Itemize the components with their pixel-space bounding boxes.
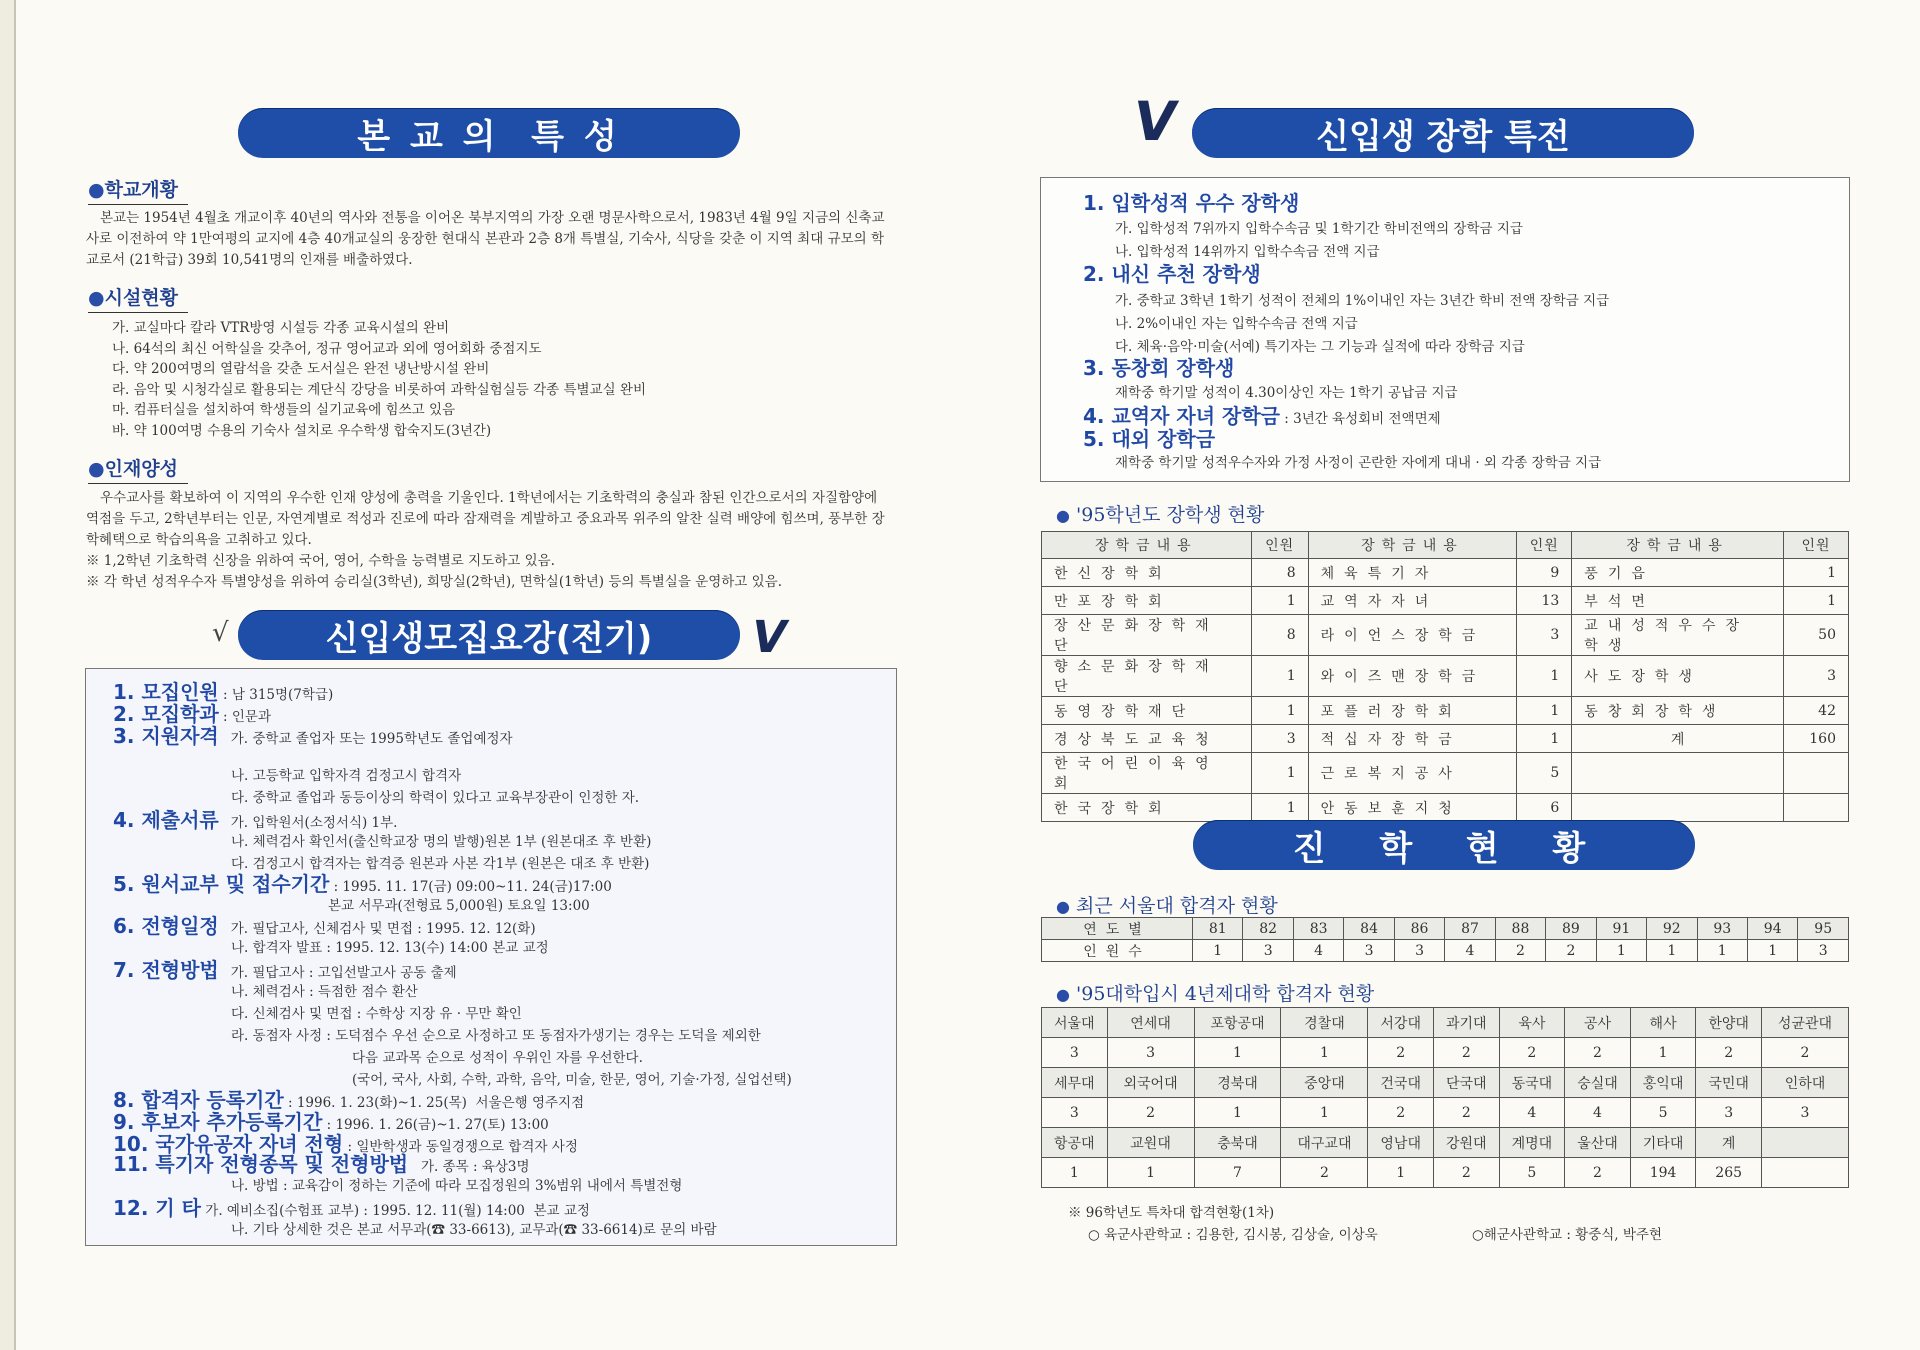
count-cell: 3 xyxy=(1798,940,1849,962)
scholarship-name-cell: 한국장학회 xyxy=(1042,794,1252,822)
count-cell: 1 xyxy=(1251,656,1308,697)
university-name-cell: 한양대 xyxy=(1696,1008,1762,1038)
table-row xyxy=(1042,559,1849,587)
count-cell: 7 xyxy=(1194,1158,1281,1188)
count-cell: 2 xyxy=(1107,1098,1194,1128)
year-cell: 81 xyxy=(1193,918,1243,940)
count-cell: 2 xyxy=(1761,1038,1848,1068)
count-cell: 1 xyxy=(1647,940,1697,962)
admission-item-detail: 가. 예비소집(수험표 교부) : 1995. 12. 11(월) 14:00 본교 교정 xyxy=(201,1203,590,1219)
bullet-icon: ● xyxy=(88,287,105,309)
university-name-row xyxy=(1042,1128,1849,1158)
uni-table-title xyxy=(1056,979,1374,1006)
count-cell: 1 xyxy=(1517,656,1572,697)
admission-item xyxy=(113,868,612,897)
scholarship-name-cell: 교역자자녀 xyxy=(1308,587,1517,615)
university-name-cell: 기타대 xyxy=(1630,1128,1696,1158)
admission-item-title: 5. 원서교부 및 접수기간 xyxy=(113,872,330,896)
count-cell: 3 xyxy=(1243,940,1293,962)
admission-banner xyxy=(238,610,740,660)
scholar-table-header xyxy=(1042,532,1849,559)
university-name-cell: 과기대 xyxy=(1434,1008,1500,1038)
facility-item: 가. 교실마다 칼라 VTR방영 시설등 각종 교육시설의 완비 xyxy=(112,320,450,336)
scholarship-name-cell: 부석면 xyxy=(1572,587,1784,615)
snu-table-title xyxy=(1056,891,1278,918)
count-cell: 160 xyxy=(1784,725,1849,753)
scholarship-sub-item: 다. 체육·음악·미술(서예) 특기자는 그 기능과 실적에 따라 장학금 지급 xyxy=(1115,339,1525,355)
count-cell: 8 xyxy=(1251,615,1308,656)
count-cell: 2 xyxy=(1368,1038,1434,1068)
count-cell: 8 xyxy=(1251,559,1308,587)
admission-sub-item: 나. 체력검사 : 득점한 점수 환산 xyxy=(231,984,418,1000)
admission-item xyxy=(113,1148,530,1177)
admission-sub-item: 나. 체력검사 확인서(출신학교장 명의 발행)원본 1부 (원본대조 후 반환) xyxy=(231,834,652,850)
column-header: 장학금내용 xyxy=(1042,532,1252,559)
count-cell: 3 xyxy=(1761,1098,1848,1128)
column-header: 인원 xyxy=(1784,532,1849,559)
scholarship-sub-item: 재학중 학기말 성적이 4.30이상인 자는 1학기 공납금 지급 xyxy=(1115,385,1458,401)
scholarship-name-cell: 포플러장학회 xyxy=(1308,697,1517,725)
university-count-row xyxy=(1042,1158,1849,1188)
count-cell: 2 xyxy=(1434,1098,1500,1128)
count-cell: 3 xyxy=(1107,1038,1194,1068)
admission-item xyxy=(113,1192,590,1221)
admission-item-title: 6. 전형일정 xyxy=(113,914,219,938)
snu-count-row xyxy=(1042,940,1849,962)
count-cell: 265 xyxy=(1696,1158,1762,1188)
admission-sub-item: 나. 합격자 발표 : 1995. 12. 13(수) 14:00 본교 교정 xyxy=(231,940,549,956)
count-cell: 2 xyxy=(1565,1158,1631,1188)
scholarship-sub-item: 가. 입학성적 7위까지 입학수속금 및 1학기간 학비전액의 장학금 지급 xyxy=(1115,221,1523,237)
scholarship-name-cell: 안동보훈지청 xyxy=(1308,794,1517,822)
count-cell: 1 xyxy=(1193,940,1243,962)
admission-item-detail: : 인문과 xyxy=(218,709,272,725)
facility-item: 마. 컴퓨터실을 설치하여 학생들의 실기교육에 힘쓰고 있음 xyxy=(112,402,456,418)
bullet-icon: ● xyxy=(88,458,105,480)
count-cell: 4 xyxy=(1445,940,1495,962)
scholarship-item-title: 5. 대외 장학금 xyxy=(1083,427,1216,451)
talent-note: ※ 1,2학년 기초학력 신장을 위하여 국어, 영어, 수학을 능력별로 지도하고 있음. xyxy=(86,553,555,569)
count-cell: 3 xyxy=(1696,1098,1762,1128)
admission-item xyxy=(113,804,397,833)
university-admissions-table xyxy=(1041,1007,1849,1188)
count-cell: 6 xyxy=(1517,794,1572,822)
bullet-icon: ● xyxy=(88,179,105,201)
count-cell: 2 xyxy=(1565,1038,1631,1068)
university-name-cell: 성균관대 xyxy=(1761,1008,1848,1038)
scholarship-item-title: 2. 내신 추천 장학생 xyxy=(1083,262,1261,286)
count-cell: 1 xyxy=(1630,1038,1696,1068)
university-name-cell: 서울대 xyxy=(1042,1008,1108,1038)
scholarship-name-cell: 한신장학회 xyxy=(1042,559,1252,587)
university-name-cell: 홍익대 xyxy=(1630,1068,1696,1098)
scholarship-name-cell: 체육특기자 xyxy=(1308,559,1517,587)
column-header: 장학금내용 xyxy=(1308,532,1517,559)
scholarship-name-cell xyxy=(1572,794,1784,822)
count-cell: 4 xyxy=(1499,1098,1565,1128)
university-name-cell: 단국대 xyxy=(1434,1068,1500,1098)
scholar-table-title xyxy=(1056,500,1264,527)
year-cell: 88 xyxy=(1495,918,1545,940)
admission-sub-item: 라. 동점자 사정 : 도덕점수 우선 순으로 사정하고 또 동점자가생기는 경우는 도덕을 제외한 xyxy=(231,1028,761,1044)
facilities-heading-text: 시설현황 xyxy=(104,287,179,309)
admission-sub-item: 본교 서무과(전형료 5,000원) 토요일 13:00 xyxy=(328,898,590,914)
count-cell: 1 xyxy=(1784,587,1849,615)
admission-item-detail: 가. 필답고사, 신체검사 및 면접 : 1995. 12. 12(화) xyxy=(230,921,536,937)
count-cell: 3 xyxy=(1394,940,1444,962)
count-cell: 3 xyxy=(1344,940,1394,962)
scholarship-name-cell: 만포장학회 xyxy=(1042,587,1252,615)
count-cell: 1 xyxy=(1251,587,1308,615)
university-name-row xyxy=(1042,1068,1849,1098)
count-cell: 1 xyxy=(1747,940,1797,962)
handwritten-check-icon: V xyxy=(1128,90,1182,153)
university-name-cell: 해사 xyxy=(1630,1008,1696,1038)
university-name-cell: 세무대 xyxy=(1042,1068,1108,1098)
count-cell xyxy=(1761,1158,1848,1188)
admission-item-title: 2. 모집학과 xyxy=(113,702,219,726)
admission-item-detail: 가. 종목 : 육상3명 xyxy=(408,1159,530,1175)
count-cell: 2 xyxy=(1368,1098,1434,1128)
scholarship-name-cell xyxy=(1572,753,1784,794)
bullet-icon: ● xyxy=(1056,897,1070,916)
count-cell: 1 xyxy=(1596,940,1646,962)
count-cell xyxy=(1784,753,1849,794)
scholarship-item-title: 3. 동창회 장학생 xyxy=(1083,356,1235,380)
count-cell xyxy=(1784,794,1849,822)
count-cell: 1 xyxy=(1194,1098,1281,1128)
admission-item-detail: : 1996. 1. 26(금)~1. 27(토) 13:00 xyxy=(322,1117,549,1133)
university-name-cell: 경찰대 xyxy=(1281,1008,1368,1038)
column-header: 인원 xyxy=(1517,532,1572,559)
count-cell: 42 xyxy=(1784,697,1849,725)
university-name-cell: 경북대 xyxy=(1194,1068,1281,1098)
scholarship-name-cell: 와이즈맨장학금 xyxy=(1308,656,1517,697)
count-cell: 1 xyxy=(1784,559,1849,587)
year-cell: 89 xyxy=(1546,918,1596,940)
count-cell: 9 xyxy=(1517,559,1572,587)
count-cell: 1 xyxy=(1107,1158,1194,1188)
scholarship-name-cell: 근로복지공사 xyxy=(1308,753,1517,794)
snu-admissions-table xyxy=(1041,917,1849,962)
admission-item-detail: : 남 315명(7학급) xyxy=(218,687,334,703)
scholarship-item-detail: : 3년간 육성회비 전액면제 xyxy=(1279,411,1441,427)
admission-item-title: 8. 합격자 등록기간 xyxy=(113,1088,284,1112)
university-name-cell: 항공대 xyxy=(1042,1128,1108,1158)
table-row xyxy=(1042,587,1849,615)
school-overview-text xyxy=(86,208,894,271)
count-cell: 2 xyxy=(1499,1038,1565,1068)
progress-banner xyxy=(1193,820,1695,870)
university-name-cell: 교원대 xyxy=(1107,1128,1194,1158)
talent-heading-text: 인재양성 xyxy=(104,458,179,480)
count-cell: 1 xyxy=(1251,697,1308,725)
scholarship-name-cell: 장산문화장학재단 xyxy=(1042,615,1252,656)
admission-item-title: 7. 전형방법 xyxy=(113,958,219,982)
count-cell: 3 xyxy=(1251,725,1308,753)
facility-item: 바. 약 100여명 수용의 기숙사 설치로 우수학생 합숙지도(3년간) xyxy=(112,422,492,439)
university-name-cell: 울산대 xyxy=(1565,1128,1631,1158)
university-name-cell: 인하대 xyxy=(1761,1068,1848,1098)
talent-heading xyxy=(88,454,188,484)
column-header: 장학금내용 xyxy=(1572,532,1784,559)
university-name-cell: 공사 xyxy=(1565,1008,1631,1038)
year-cell: 82 xyxy=(1243,918,1293,940)
scholarship-item xyxy=(1083,423,1215,452)
facilities-list xyxy=(112,318,646,441)
university-name-cell: 외국어대 xyxy=(1107,1068,1194,1098)
university-name-cell: 계명대 xyxy=(1499,1128,1565,1158)
features-banner xyxy=(238,108,740,158)
count-cell: 1 xyxy=(1517,697,1572,725)
year-cell: 93 xyxy=(1697,918,1747,940)
scholar-table xyxy=(1041,531,1849,822)
special-note-title: ※ 96학년도 특차대 합격현황(1차) xyxy=(1068,1205,1275,1221)
facilities-heading xyxy=(88,283,188,313)
admission-sub-item: 다. 신체검사 및 면접 : 수학상 지장 유 · 무만 확인 xyxy=(231,1006,522,1022)
university-count-row xyxy=(1042,1038,1849,1068)
row-label: 인원수 xyxy=(1042,940,1193,962)
count-cell: 1 xyxy=(1368,1158,1434,1188)
count-cell: 3 xyxy=(1517,615,1572,656)
scholarship-item xyxy=(1083,258,1261,287)
count-cell: 50 xyxy=(1784,615,1849,656)
count-cell: 194 xyxy=(1630,1158,1696,1188)
admission-item xyxy=(113,720,513,749)
bullet-icon: ● xyxy=(1056,985,1070,1004)
admission-item xyxy=(113,910,536,939)
uni-table-title-text: '95대학입시 4년제대학 합격자 현황 xyxy=(1076,983,1375,1005)
university-name-cell: 동국대 xyxy=(1499,1068,1565,1098)
count-cell: 2 xyxy=(1281,1158,1368,1188)
year-cell: 87 xyxy=(1445,918,1495,940)
table-row xyxy=(1042,615,1849,656)
year-cell: 91 xyxy=(1596,918,1646,940)
university-name-cell: 숭실대 xyxy=(1565,1068,1631,1098)
talent-text xyxy=(86,488,894,593)
university-name-cell: 연세대 xyxy=(1107,1008,1194,1038)
count-cell: 1 xyxy=(1251,753,1308,794)
count-cell: 2 xyxy=(1434,1038,1500,1068)
count-cell: 1 xyxy=(1281,1098,1368,1128)
university-name-cell: 국민대 xyxy=(1696,1068,1762,1098)
scholarship-name-cell: 사도장학생 xyxy=(1572,656,1784,697)
count-cell: 5 xyxy=(1630,1098,1696,1128)
university-name-cell: 육사 xyxy=(1499,1008,1565,1038)
count-cell: 3 xyxy=(1784,656,1849,697)
university-name-cell xyxy=(1761,1128,1848,1158)
admission-sub-item: 나. 방법 : 교육감이 정하는 기준에 따라 모집정원의 3%범위 내에서 특별전형 xyxy=(231,1178,683,1194)
count-cell: 4 xyxy=(1565,1098,1631,1128)
admission-sub-item: 나. 기타 상세한 것은 본교 서무과(☎ 33-6613), 교무과(☎ 33-6614)로 문의 바람 xyxy=(231,1222,717,1238)
scholarship-name-cell: 적십자장학금 xyxy=(1308,725,1517,753)
scholarship-item xyxy=(1083,352,1234,381)
university-name-cell: 포항공대 xyxy=(1194,1008,1281,1038)
university-name-cell: 강원대 xyxy=(1434,1128,1500,1158)
count-cell: 5 xyxy=(1499,1158,1565,1188)
snu-year-row xyxy=(1042,918,1849,940)
table-row xyxy=(1042,697,1849,725)
table-row xyxy=(1042,794,1849,822)
progress-banner-text: 진 학 현 황 xyxy=(1292,828,1596,869)
university-name-cell: 중앙대 xyxy=(1281,1068,1368,1098)
admission-sub-item: 나. 고등학교 입학자격 검정고시 합격자 xyxy=(231,768,462,784)
column-header: 인원 xyxy=(1251,532,1308,559)
count-cell: 1 xyxy=(1281,1038,1368,1068)
facility-item: 나. 64석의 최신 어학실을 갖추어, 정규 영어교과 외에 영어회화 중점지도 xyxy=(112,340,542,357)
bullet-icon: ● xyxy=(1056,506,1070,525)
university-name-cell: 영남대 xyxy=(1368,1128,1434,1158)
university-name-cell: 건국대 xyxy=(1368,1068,1434,1098)
scholarship-name-cell: 교내성적우수장학생 xyxy=(1572,615,1784,656)
admission-item-title: 12. 기 타 xyxy=(113,1196,201,1220)
university-count-row xyxy=(1042,1098,1849,1128)
scholarship-sub-item: 재학중 학기말 성적우수자와 가정 사정이 곤란한 자에게 대내 · 외 각종 장학금 지급 xyxy=(1115,455,1602,471)
admission-sub-item: 다. 검정고시 합격자는 합격증 원본과 사본 각1부 (원본은 대조 후 반환) xyxy=(231,856,650,872)
university-name-cell: 계 xyxy=(1696,1128,1762,1158)
army-academy-note: ○ 육군사관학교 : 김용한, 김시봉, 김상술, 이상욱 xyxy=(1088,1227,1378,1243)
year-cell: 84 xyxy=(1344,918,1394,940)
features-banner-text: 본 교 의 특 성 xyxy=(357,116,621,157)
university-name-cell: 서강대 xyxy=(1368,1008,1434,1038)
count-cell: 1 xyxy=(1251,794,1308,822)
check-mark-icon: √ xyxy=(212,618,229,648)
facility-item: 다. 약 200여명의 열람석을 갖춘 도서실은 완전 냉난방시설 완비 xyxy=(112,361,490,377)
scholarship-name-cell: 경상북도교육청 xyxy=(1042,725,1252,753)
scholarship-name-cell: 동창회장학생 xyxy=(1572,697,1784,725)
scholarship-sub-item: 가. 중학교 3학년 1학기 성적이 전체의 1%이내인 자는 3년간 학비 전액 장학금 지급 xyxy=(1115,293,1610,309)
year-cell: 83 xyxy=(1293,918,1343,940)
count-cell: 2 xyxy=(1696,1038,1762,1068)
scholarship-name-cell: 풍기읍 xyxy=(1572,559,1784,587)
scholarship-item-title: 1. 입학성적 우수 장학생 xyxy=(1083,191,1300,215)
scholarship-name-cell: 향소문화장학재단 xyxy=(1042,656,1252,697)
navy-academy-note: ○해군사관학교 : 황중식, 박주현 xyxy=(1472,1227,1662,1243)
snu-table-title-text: 최근 서울대 합격자 현황 xyxy=(1076,895,1278,917)
admission-banner-text: 신입생모집요강(전기) xyxy=(325,618,653,659)
row-label: 연도별 xyxy=(1042,918,1193,940)
scholarship-banner xyxy=(1192,108,1694,158)
count-cell: 3 xyxy=(1042,1098,1108,1128)
scholar-table-title-text: '95학년도 장학생 현황 xyxy=(1076,504,1265,526)
admission-item-detail: : 1996. 1. 23(화)~1. 25(목) 서울은행 영주지점 xyxy=(283,1095,585,1111)
count-cell: 1 xyxy=(1517,725,1572,753)
admission-item-title: 3. 지원자격 xyxy=(113,724,219,748)
admission-item-title: 4. 제출서류 xyxy=(113,808,219,832)
page-edge xyxy=(0,0,16,1350)
talent-note: ※ 각 학년 성적우수자 특별양성을 위하여 승리실(3학년), 희망실(2학년), 면학실(1학년) 등의 특별실을 운영하고 있음. xyxy=(86,574,782,590)
admission-sub-item: (국어, 국사, 사회, 수학, 과학, 음악, 미술, 한문, 영어, 기술·가정, 실업선택) xyxy=(352,1072,792,1088)
school-overview-heading xyxy=(88,175,188,205)
scholarship-sub-item: 나. 입학성적 14위까지 입학수속금 전액 지급 xyxy=(1115,244,1380,260)
admission-item-title: 10. 국가유공자 자녀 전형 xyxy=(113,1132,344,1156)
university-name-row xyxy=(1042,1008,1849,1038)
university-name-cell: 대구교대 xyxy=(1281,1128,1368,1158)
count-cell: 2 xyxy=(1495,940,1545,962)
year-cell: 94 xyxy=(1747,918,1797,940)
count-cell: 2 xyxy=(1434,1158,1500,1188)
scholarship-name-cell: 한국어린이육영회 xyxy=(1042,753,1252,794)
scholarship-item-title: 4. 교역자 자녀 장학금 xyxy=(1083,404,1280,428)
admission-item-detail: : 1995. 11. 17(금) 09:00~11. 24(금)17:00 xyxy=(329,879,612,895)
school-overview-paragraph: 본교는 1954년 4월초 개교이후 40년의 역사와 전통을 이어온 북부지역의 가장 오랜 명문사학으로서, 1983년 4월 9일 지금의 신축교사로 이전하여 약 1만여평의 교지에 4층 40개교실의 웅장한 현대식 본관과 2층 8개 특별실, 기숙사, 식당을 갖춘 이 지역 최대 규모의 학교로서 (21학급) 39회 10,541명의 인재를 배출하였다. xyxy=(86,210,885,268)
facility-item: 라. 음악 및 시청각실로 활용되는 계단식 강당을 비롯하여 과학실험실등 각종 특별교실 완비 xyxy=(112,381,647,398)
admission-item-detail: 가. 중학교 졸업자 또는 1995학년도 졸업예정자 xyxy=(230,731,513,747)
count-cell: 1 xyxy=(1042,1158,1108,1188)
table-row xyxy=(1042,725,1849,753)
scholarship-name-cell: 라이언스장학금 xyxy=(1308,615,1517,656)
count-cell: 13 xyxy=(1517,587,1572,615)
scholarship-banner-text: 신입생 장학 특전 xyxy=(1316,116,1570,157)
admission-item-detail: : 일반학생과 동일경쟁으로 합격자 사정 xyxy=(343,1139,578,1155)
admission-item-detail: 가. 필답고사 : 고입선발고사 공동 출제 xyxy=(230,965,457,981)
count-cell: 4 xyxy=(1293,940,1343,962)
count-cell: 5 xyxy=(1517,753,1572,794)
admission-sub-item: 다. 중학교 졸업과 동등이상의 학력이 있다고 교육부장관이 인정한 자. xyxy=(231,790,640,806)
university-name-cell: 충북대 xyxy=(1194,1128,1281,1158)
admission-item-detail: 가. 입학원서(소정서식) 1부. xyxy=(230,815,398,831)
table-row xyxy=(1042,656,1849,697)
count-cell: 1 xyxy=(1697,940,1747,962)
year-cell: 92 xyxy=(1647,918,1697,940)
talent-paragraph: 우수교사를 확보하여 이 지역의 우수한 인재 양성에 총력을 기울인다. 1학년에서는 기초학력의 충실과 참된 인간으로서의 자질함양에 역점을 두고, 2학년부터는 인문, 자연계별로 적성과 진로에 따라 잠재력을 계발하고 중요과목 위주의 알찬 실력 배양에 힘쓰며, 풍부한 장학혜택으로 학습의욕을 고취하고 있다. xyxy=(86,490,885,548)
year-cell: 86 xyxy=(1394,918,1444,940)
scholarship-name-cell: 계 xyxy=(1572,725,1784,753)
admission-item-title: 9. 후보자 추가등록기간 xyxy=(113,1110,323,1134)
admission-item-title: 1. 모집인원 xyxy=(113,680,219,704)
school-overview-heading-text: 학교개황 xyxy=(104,179,179,201)
admission-sub-item: 다음 교과목 순으로 성적이 우위인 자를 우선한다. xyxy=(352,1050,643,1066)
scholarship-item xyxy=(1083,187,1299,216)
scholarship-sub-item: 나. 2%이내인 자는 입학수속금 전액 지급 xyxy=(1115,316,1358,332)
year-cell: 95 xyxy=(1798,918,1849,940)
count-cell: 2 xyxy=(1546,940,1596,962)
count-cell: 3 xyxy=(1042,1038,1108,1068)
count-cell: 1 xyxy=(1194,1038,1281,1068)
scholarship-name-cell: 동영장학재단 xyxy=(1042,697,1252,725)
table-row xyxy=(1042,753,1849,794)
admission-item-title: 11. 특기자 전형종목 및 전형방법 xyxy=(113,1152,409,1176)
admission-item xyxy=(113,954,457,983)
handwritten-check-icon: V xyxy=(746,612,792,663)
